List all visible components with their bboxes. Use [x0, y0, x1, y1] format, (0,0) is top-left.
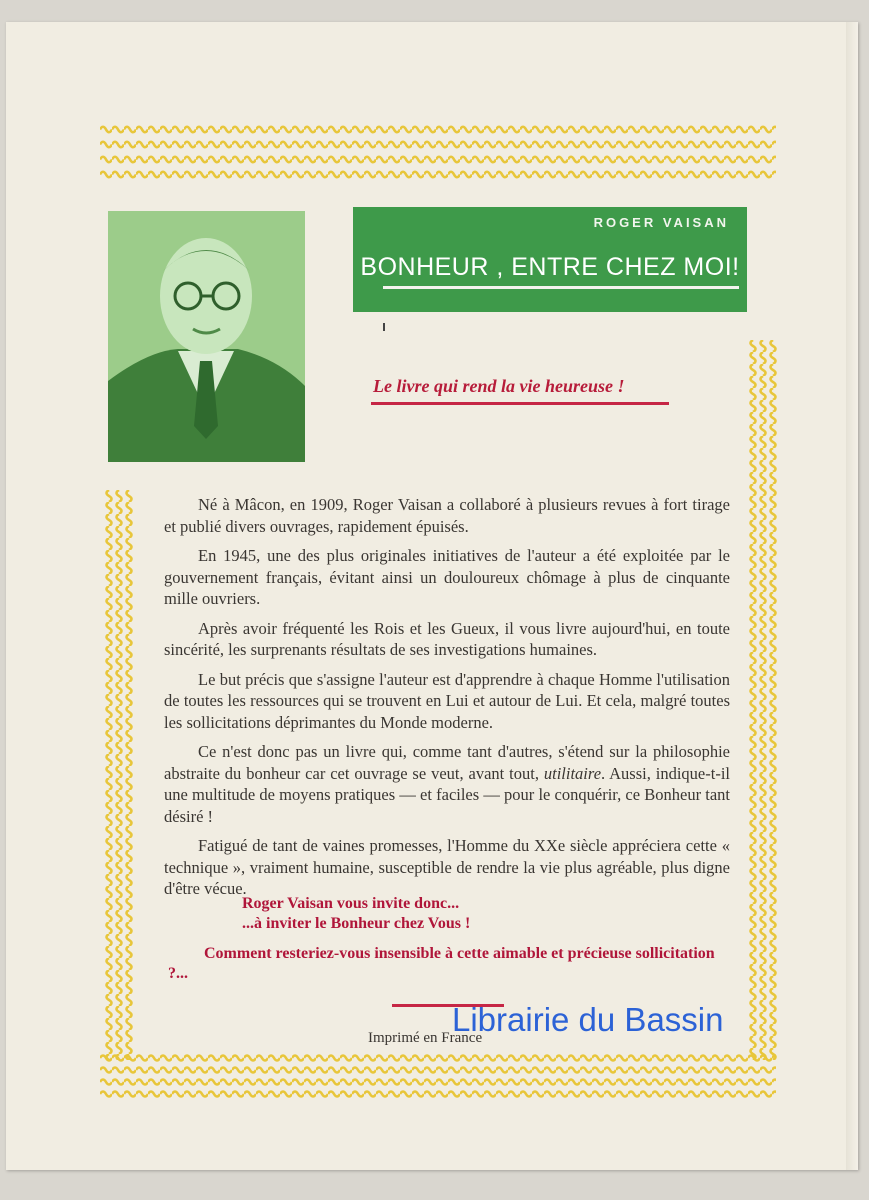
top-wave-border — [100, 122, 776, 182]
paragraph-6: Fatigué de tant de vaines promesses, l'Homme du XXe siècle appréciera cette « technique », vraiment humaine, susceptible de rendre la vie plus agréable, plus digne d'être vécue. — [164, 836, 730, 898]
paragraph-5-italic: utilitaire — [543, 763, 602, 783]
title-panel — [353, 207, 747, 312]
author-name: ROGER VAISAN — [593, 215, 729, 230]
invitation-line-2: ...à inviter le Bonheur chez Vous ! — [242, 915, 471, 932]
author-photo — [108, 211, 305, 462]
cover-edge — [846, 22, 858, 1170]
paragraph-2: En 1945, une des plus originales initiatives de l'auteur a été exploitée par le gouvernement français, évitant ainsi un douloureux chômage à plus de cinquante mille ouvriers. — [164, 546, 730, 608]
book-title: BONHEUR , ENTRE CHEZ MOI! — [360, 253, 740, 281]
printed-in: Imprimé en France — [368, 1030, 483, 1046]
invitation — [242, 894, 470, 934]
paragraph-3: Après avoir fréquenté les Rois et les Gueux, il vous livre aujourd'hui, en toute sincérité, les surprenants résultats de ses investigations humaines. — [164, 618, 730, 659]
paragraph-4: Le but précis que s'assigne l'auteur est d'apprendre à chaque Homme l'utilisation de toutes les ressources qui se trouvent en Lui et autour de Lui. Et cela, malgré toutes les sollicitations déprimantes du Monde moderne. — [164, 669, 730, 732]
tagline: Le livre qui rend la vie heureuse ! — [373, 376, 625, 396]
title-underline — [383, 286, 739, 289]
invitation-line-1: Roger Vaisan vous invite donc... — [242, 895, 460, 912]
bottom-wave-border — [100, 1052, 776, 1100]
right-wave-border — [748, 340, 778, 1060]
paragraph-5-before: Ce n'est donc pas un livre qui, comme tant d'autres, s'étend sur la philosophie abstraite du bonheur car cet ouvrage se veut, avant tout, — [164, 742, 730, 783]
paragraph-5 — [164, 741, 730, 827]
blurb — [164, 494, 730, 908]
left-wave-border — [104, 490, 134, 1060]
closing-question: Comment resteriez-vous insensible à cette aimable et précieuse sollicitation ?... — [168, 945, 715, 982]
paragraph-1: Né à Mâcon, en 1909, Roger Vaisan a collaboré à plusieurs revues à fort tirage et publié divers ouvrages, rapidement épuisés. — [164, 495, 730, 536]
tagline-underline — [371, 402, 669, 405]
portrait-illustration — [108, 211, 305, 462]
watermark-text: Librairie du Bassin — [452, 1001, 724, 1038]
ink-mark — [383, 323, 385, 331]
paragraph-5-after: . Aussi, indique-t-il une multitude de moyens pratiques — et faciles — pour le conquérir, ce Bonheur tant désiré ! — [164, 763, 730, 826]
